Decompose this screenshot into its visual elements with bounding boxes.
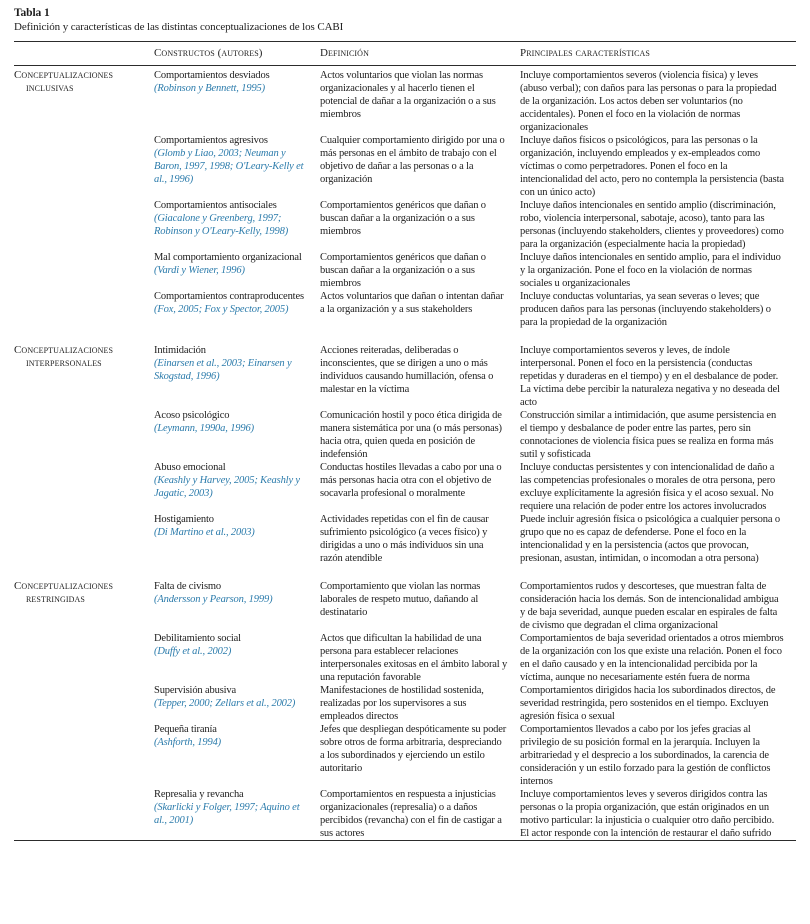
column-header-empty [14, 42, 154, 66]
construct-name: Abuso emocional [154, 462, 226, 473]
construct-name: Mal comportamiento organizacional [154, 252, 302, 263]
column-header-constructs: Constructos (autores) [154, 42, 320, 66]
construct-name: Comportamientos contraproducentes [154, 291, 304, 302]
definition-cell: Comunicación hostil y poco ética dirigida de manera sistemática por una (o más personas) hacia otra, quien queda en posición de indefensión [320, 410, 502, 460]
construct-citation[interactable]: (Fox, 2005; Fox y Spector, 2005) [154, 304, 289, 315]
definition-cell: Manifestaciones de hostilidad sostenida, realizadas por los supervisores a sus empleados directos [320, 685, 484, 722]
characteristics-cell: Incluye conductas voluntarias, ya sean severas o leves; que producen daños para las personas (incluyendo stakeholders) o para la propiedad de la organización [520, 291, 771, 328]
cabi-table [14, 41, 796, 841]
characteristics-cell: Incluye daños intencionales en sentido amplio (discriminación, robo, violencia interpersonal, sabotaje, acoso), tanto para las personas (incluyendo stakeholders, clientes y proveedores) como para la organización (especialmente hacia la propiedad) [520, 200, 784, 250]
definition-cell: Comportamientos genéricos que dañan o buscan dañar a la organización o a sus miembros [320, 200, 486, 237]
column-header-characteristics: Principales características [520, 42, 796, 66]
definition-cell: Cualquier comportamiento dirigido por una o más personas en el ámbito de trabajo con el objetivo de dañar a las personas o a la organización [320, 135, 505, 185]
construct-citation[interactable]: (Giacalone y Greenberg, 1997; Robinson y O'Leary-Kelly, 1998) [154, 213, 289, 237]
construct-name: Supervisión abusiva [154, 685, 237, 696]
construct-name: Debilitamiento social [154, 633, 241, 644]
construct-citation[interactable]: (Robinson y Bennett, 1995) [154, 83, 265, 94]
construct-citation[interactable]: (Tepper, 2000; Zellars et al., 2002) [154, 698, 296, 709]
characteristics-cell: Incluye daños físicos o psicológicos, para las personas o la organización, incluyendo empleados y ex-empleados como víctimas o como perpetradores. Ponen el foco en la intencionalidad del acto, pero no contempla la persistencia (basta con un único acto) [520, 135, 784, 198]
characteristics-cell: Incluye comportamientos leves y severos dirigidos contra las personas o la propia organización, que están originados en un motivo particular: la injusticia o cualquier otro daño percibido. El actor responde con la intención de restaurar el daño sufrido [520, 789, 775, 839]
construct-citation[interactable]: (Andersson y Pearson, 1999) [154, 594, 273, 605]
definition-cell: Jefes que despliegan despóticamente su poder sobre otros de forma arbitraria, despreciando a los subordinados y ejerciendo un estilo autoritario [320, 724, 507, 774]
characteristics-cell: Comportamientos llevados a cabo por los jefes gracias al privilegio de su posición formal en la jerarquía. Incluyen la arbitrariedad y el desprecio a los subordinados, la carencia de consideración y un estilo forzado para la gestión de conflictos internos [520, 724, 771, 787]
construct-citation[interactable]: (Duffy et al., 2002) [154, 646, 232, 657]
definition-cell: Acciones reiteradas, deliberadas o inconscientes, que se dirigen a uno o más individuos causando humillación, ofensa o malestar en la víctima [320, 345, 494, 395]
characteristics-cell: Comportamientos rudos y descorteses, que muestran falta de consideración hacia los demás. Son de intencionalidad ambigua y de baja severidad, aunque pueden escalar en espirales de falta de civismo que degradan el clima organizacional [520, 581, 779, 631]
construct-citation[interactable]: (Keashly y Harvey, 2005; Keashly y Jagatic, 2003) [154, 475, 300, 499]
characteristics-cell: Incluye comportamientos severos (violencia física) y leves (abuso verbal); con daños para las personas o para la propiedad de la organización. Los actos deben ser voluntarios (no accidentales). Ponen el foco en la violación de normas organizacionales [520, 70, 777, 133]
construct-name: Comportamientos agresivos [154, 135, 268, 146]
group-label: Conceptualizaciones interpersonales [14, 344, 114, 369]
table-row [14, 66, 796, 135]
construct-name: Pequeña tiranía [154, 724, 217, 735]
construct-citation[interactable]: (Leymann, 1990a, 1996) [154, 423, 254, 434]
definition-cell: Comportamientos genéricos que dañan o buscan dañar a la organización o a sus miembros [320, 252, 486, 289]
construct-citation[interactable]: (Einarsen et al., 2003; Einarsen y Skogstad, 1996) [154, 358, 292, 382]
characteristics-cell: Puede incluir agresión física o psicológica a cualquier persona o grupo que no es capaz de defenderse. Pone el foco en la intencionalidad y en la persistencia (actos que provocan, presionan, asustan, intimidan, o incomodan a otra persona) [520, 514, 780, 564]
group-restringidas [14, 565, 796, 841]
definition-cell: Actos voluntarios que dañan o intentan dañar a la organización y a sus stakeholders [320, 291, 504, 315]
construct-citation[interactable]: (Ashforth, 1994) [154, 737, 222, 748]
construct-name: Comportamientos antisociales [154, 200, 277, 211]
group-inclusivas [14, 66, 796, 330]
definition-cell: Comportamientos en respuesta a injusticias organizacionales (represalia) o a daños percibidos (revancha) con el fin de castigar a sus actores [320, 789, 502, 839]
definition-cell: Conductas hostiles llevadas a cabo por una o más personas hacia otra con el objetivo de socavarla profesional o moralmente [320, 462, 502, 499]
definition-cell: Actividades repetidas con el fin de causar sufrimiento psicológico (a veces físico) y dirigidas a uno o más individuos sin una razón atendible [320, 514, 489, 564]
construct-name: Represalia y revancha [154, 789, 244, 800]
construct-citation[interactable]: (Vardi y Wiener, 1996) [154, 265, 245, 276]
construct-citation[interactable]: (Glomb y Liao, 2003; Neuman y Baron, 1997, 1998; O'Leary-Kelly et al., 1996) [154, 148, 304, 185]
group-interpersonales [14, 329, 796, 565]
characteristics-cell: Incluye comportamientos severos y leves, de índole interpersonal. Ponen el foco en la persistencia (conductas repetidas y duraderas en el tiempo) y en el desbalance de poder. La víctima debe percibir la naturaleza negativa y no deseada del acto [520, 345, 780, 408]
characteristics-cell: Comportamientos dirigidos hacia los subordinados directos, de severidad restringida, pero sostenidos en el tiempo. Excluyen agresión física o sexual [520, 685, 776, 722]
construct-citation[interactable]: (Di Martino et al., 2003) [154, 527, 255, 538]
characteristics-cell: Comportamientos de baja severidad orientados a otros miembros de la organización con los que existe una relación. Ponen el foco en el daño causado y en la intencionalidad percibida por la víctima, aunque no necesariamente estén fuera de norma [520, 633, 784, 683]
definition-cell: Comportamiento que violan las normas laborales de respeto mutuo, dañando al destinatario [320, 581, 481, 618]
table-subtitle: Definición y características de las distintas conceptualizaciones de los CABI [14, 21, 344, 33]
characteristics-cell: Incluye daños intencionales en sentido amplio, para el individuo y la organización. Pone el foco en la violación de normas sociales u organizacionales [520, 252, 781, 289]
group-label: Conceptualizaciones restringidas [14, 580, 114, 605]
definition-cell: Actos que dificultan la habilidad de una persona para establecer relaciones interpersonales exitosas en el ámbito laboral y una reputación favorable [320, 633, 508, 683]
definition-cell: Actos voluntarios que violan las normas organizacionales y al hacerlo tienen el potencial de dañar a la organización o a sus miembros [320, 70, 496, 120]
table-row [14, 329, 796, 409]
table-row [14, 565, 796, 632]
table-header-row [14, 42, 796, 66]
construct-name: Falta de civismo [154, 581, 222, 592]
characteristics-cell: Construcción similar a intimidación, que asume persistencia en el tiempo y desbalance de poder entre las partes, pero sin connotaciones de violencia física pues se realiza en forma más sutil y sofisticada [520, 410, 777, 460]
construct-name: Intimidación [154, 345, 206, 356]
construct-name: Acoso psicológico [154, 410, 230, 421]
group-label: Conceptualizaciones inclusivas [14, 69, 114, 94]
column-header-definition: Definición [320, 42, 520, 66]
construct-name: Comportamientos desviados [154, 70, 270, 81]
table-title: Tabla 1 [14, 7, 50, 19]
construct-citation[interactable]: (Skarlicki y Folger, 1997; Aquino et al., 2001) [154, 802, 300, 826]
construct-name: Hostigamiento [154, 514, 214, 525]
characteristics-cell: Incluye conductas persistentes y con intencionalidad de daño a las competencias profesionales o morales de otra persona, pero excluye explícitamente la agresión física y el acoso sexual. No requiere una relación de poder entre los actores involucrados [520, 462, 776, 512]
